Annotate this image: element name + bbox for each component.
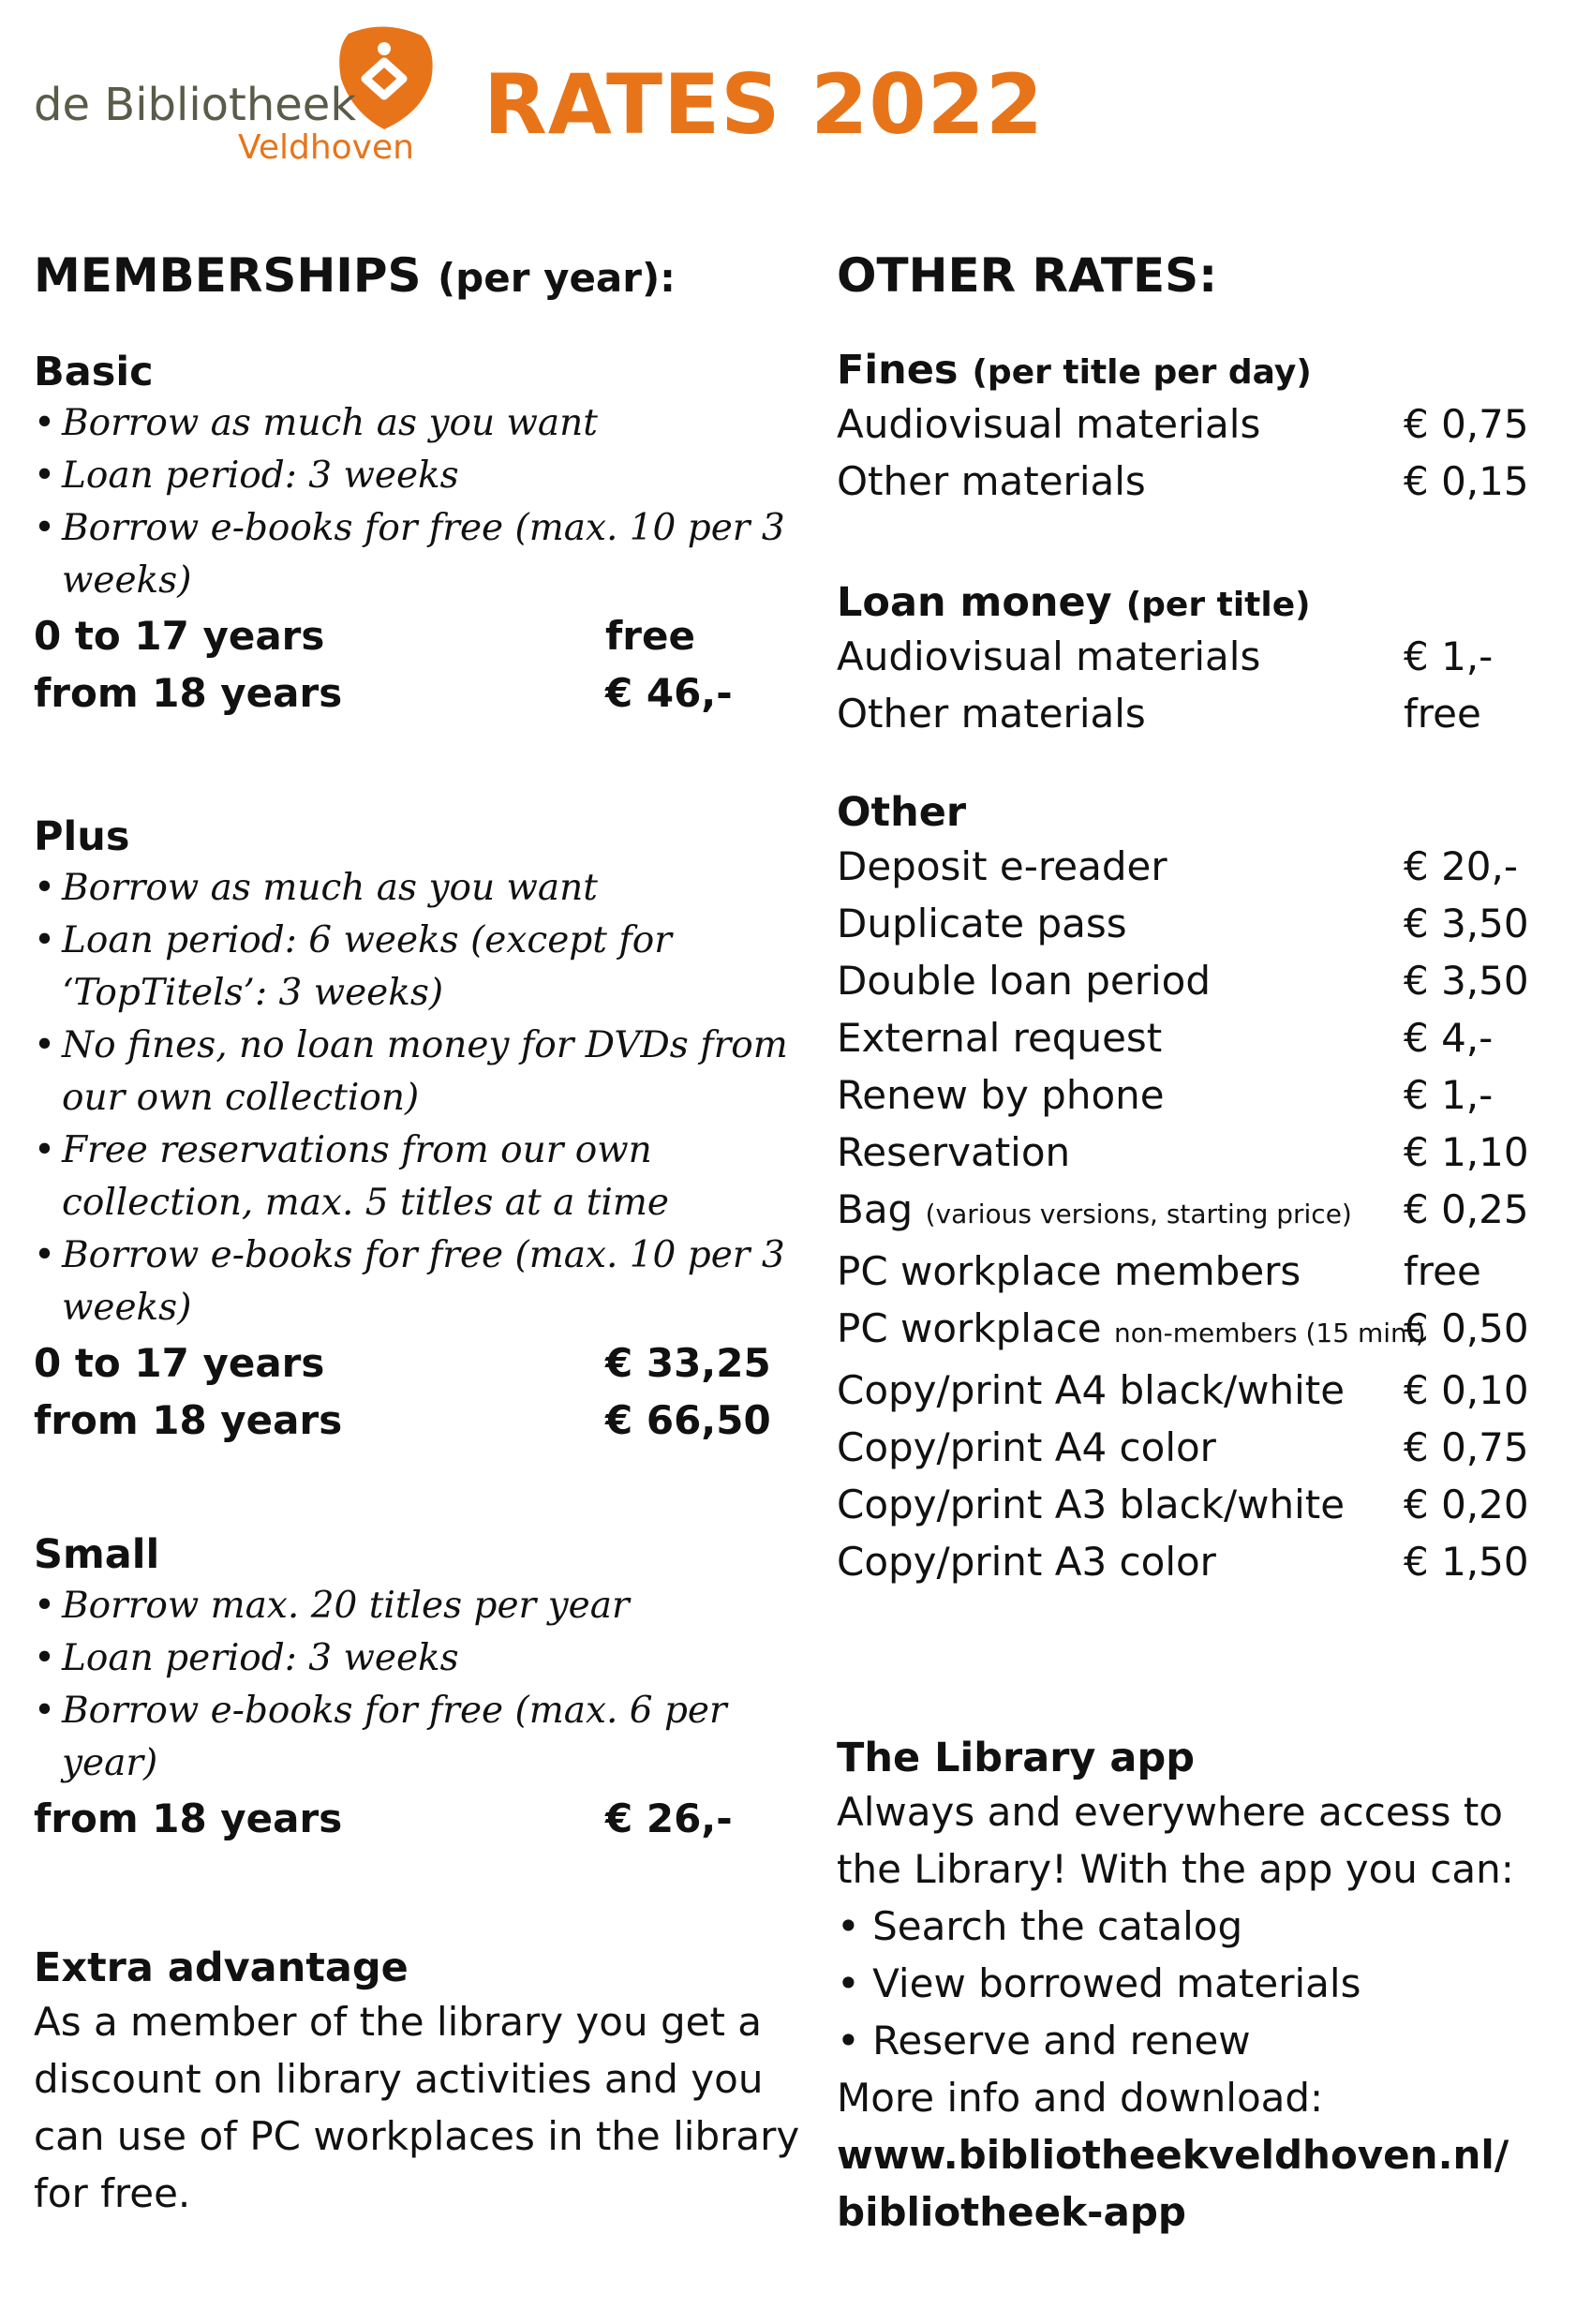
feature-item: • Borrow e-books for free (max. 10 per 3 weeks): [34, 502, 802, 607]
feature-item: • Borrow as much as you want: [34, 862, 802, 915]
other-section: [837, 785, 1549, 1590]
price-row: [34, 1334, 802, 1392]
rate-value: € 0,75: [1404, 1424, 1529, 1470]
rate-row: [837, 628, 1549, 685]
rate-row: [837, 1243, 1549, 1300]
rate-label-text: Duplicate pass: [837, 901, 1127, 946]
feature-item: • Loan period: 6 weeks (except for ‘TopTitels’: 3 weeks): [34, 915, 802, 1020]
library-app-more-info: More info and download:: [837, 2075, 1324, 2121]
library-app-link-line1[interactable]: www.bibliotheekveldhoven.nl/: [837, 2132, 1509, 2178]
rate-row: [837, 1300, 1549, 1362]
app-feature-item: • Search the catalog: [837, 1898, 1549, 1955]
price-value: € 33,25: [605, 1340, 771, 1386]
price-value: € 66,50: [605, 1397, 771, 1443]
loan-money-title: [837, 575, 1549, 628]
rate-row: [837, 1362, 1549, 1419]
rate-label: [837, 1533, 1404, 1590]
loan-money-section: [837, 575, 1549, 742]
extra-advantage-title: Extra advantage: [34, 1944, 409, 1991]
rate-row: [837, 685, 1549, 742]
rate-row: [837, 1009, 1549, 1066]
rate-label: [837, 838, 1404, 895]
rate-value: € 1,50: [1404, 1539, 1529, 1585]
price-value: free: [605, 613, 695, 659]
other-title: Other: [837, 789, 967, 836]
memberships-heading-suffix: (per year):: [437, 255, 676, 301]
rate-label: Audiovisual materials: [837, 401, 1261, 447]
rate-row: [837, 895, 1549, 952]
memberships-heading-text: MEMBERSHIPS: [34, 248, 422, 303]
rate-label: [837, 895, 1404, 952]
rate-value: € 1,-: [1404, 633, 1494, 679]
feature-item: • Borrow e-books for free (max. 10 per 3 weeks): [34, 1229, 802, 1334]
rate-label-text: Copy/print A3 black/white: [837, 1482, 1346, 1527]
fines-subtitle: (per title per day): [972, 353, 1312, 392]
other-rates-column: [837, 242, 1549, 2241]
rate-label: [837, 1243, 1404, 1300]
rate-row: [837, 1476, 1549, 1533]
rate-label-text: Deposit e-reader: [837, 843, 1167, 889]
price-label: from 18 years: [34, 670, 343, 716]
membership-small-title: Small: [34, 1531, 160, 1578]
memberships-column: [34, 242, 802, 2222]
rate-value: € 0,50: [1404, 1305, 1529, 1351]
extra-advantage: [34, 1941, 802, 2222]
membership-small: [34, 1527, 802, 1847]
price-row: [34, 1392, 802, 1449]
rate-label: [837, 1476, 1404, 1533]
rate-label: [837, 1124, 1404, 1181]
rate-value: € 3,50: [1404, 901, 1529, 946]
rate-row: [837, 1419, 1549, 1476]
rate-note: non-members (15 min.): [1114, 1318, 1426, 1348]
rate-label-text: PC workplace members: [837, 1248, 1301, 1294]
feature-item: • Loan period: 3 weeks: [34, 450, 802, 502]
library-logo: [34, 22, 427, 167]
price-value: € 26,-: [605, 1795, 733, 1841]
rate-row: [837, 1181, 1549, 1243]
rate-label: [837, 1419, 1404, 1476]
logo-text: de Bibliotheek: [34, 79, 357, 131]
rate-value: € 0,25: [1404, 1186, 1529, 1232]
membership-plus: [34, 810, 802, 1449]
rate-row: [837, 395, 1549, 453]
rate-label-text: Copy/print A4 black/white: [837, 1367, 1346, 1413]
membership-basic: [34, 345, 802, 722]
rate-row: [837, 838, 1549, 895]
rate-label: Audiovisual materials: [837, 633, 1261, 679]
library-app-title: The Library app: [837, 1735, 1196, 1781]
price-row: [34, 607, 802, 664]
rate-label: [837, 1181, 1404, 1243]
rate-value: € 3,50: [1404, 958, 1529, 1004]
rate-label: [837, 1300, 1426, 1362]
rate-label-text: Bag: [837, 1186, 914, 1232]
library-app-features: [837, 1898, 1549, 2069]
feature-item: • Borrow as much as you want: [34, 397, 802, 450]
feature-item: • Loan period: 3 weeks: [34, 1632, 802, 1685]
library-app-intro: Always and everywhere access to the Library! With the app you can:: [837, 1789, 1514, 1892]
app-feature-item: • Reserve and renew: [837, 2012, 1549, 2069]
price-label: 0 to 17 years: [34, 613, 325, 659]
membership-basic-features: [34, 397, 802, 607]
library-app-section: [837, 1731, 1549, 2241]
rate-value: € 0,10: [1404, 1367, 1529, 1413]
fines-section: [837, 343, 1549, 510]
rate-note: (various versions, starting price): [925, 1199, 1352, 1229]
loan-money-title-text: Loan money: [837, 579, 1112, 626]
rate-label: Other materials: [837, 691, 1146, 737]
app-feature-item: • View borrowed materials: [837, 1955, 1549, 2012]
page-title: RATES 2022: [483, 56, 1045, 153]
rate-label-text: Copy/print A3 color: [837, 1539, 1216, 1585]
feature-item: • Free reservations from our own collection, max. 5 titles at a time: [34, 1125, 802, 1229]
price-row: [34, 664, 802, 722]
rate-row: [837, 1066, 1549, 1124]
rate-row: [837, 952, 1549, 1009]
price-label: from 18 years: [34, 1795, 343, 1841]
rate-label-text: Renew by phone: [837, 1072, 1165, 1118]
rate-label: [837, 1066, 1404, 1124]
rate-label: [837, 952, 1404, 1009]
library-app-link-line2[interactable]: bibliotheek-app: [837, 2189, 1186, 2235]
extra-advantage-text: As a member of the library you get a discount on library activities and you can use of PC workplaces in the library for free.: [34, 1999, 800, 2216]
rate-value: € 0,75: [1404, 401, 1529, 447]
rate-row: [837, 1124, 1549, 1181]
feature-item: • Borrow max. 20 titles per year: [34, 1580, 802, 1632]
membership-basic-title: Basic: [34, 349, 154, 395]
rate-label: [837, 1009, 1404, 1066]
rate-value: € 1,10: [1404, 1129, 1529, 1175]
rate-row: [837, 453, 1549, 510]
rate-label-text: External request: [837, 1015, 1163, 1061]
logo-subtext: Veldhoven: [238, 128, 414, 167]
rate-label-text: Double loan period: [837, 958, 1212, 1004]
feature-item: • Borrow e-books for free (max. 6 per year): [34, 1685, 802, 1790]
feature-item: • No fines, no loan money for DVDs from our own collection): [34, 1020, 802, 1125]
price-label: from 18 years: [34, 1397, 343, 1443]
price-label: 0 to 17 years: [34, 1340, 325, 1386]
membership-small-features: [34, 1580, 802, 1790]
loan-money-subtitle: (per title): [1125, 586, 1311, 624]
rate-value: € 0,20: [1404, 1482, 1529, 1527]
fines-title-text: Fines: [837, 347, 959, 394]
price-value: € 46,-: [605, 670, 733, 716]
rate-value: € 1,-: [1404, 1072, 1494, 1118]
rate-value: free: [1404, 1248, 1481, 1294]
price-row: [34, 1790, 802, 1847]
library-app-link[interactable]: [837, 2126, 1549, 2241]
rate-value: € 20,-: [1404, 843, 1519, 889]
rate-label: [837, 1362, 1404, 1419]
rate-row: [837, 1533, 1549, 1590]
rate-value: free: [1404, 691, 1481, 737]
rate-label-text: Reservation: [837, 1129, 1071, 1175]
rate-label: Other materials: [837, 458, 1146, 504]
fines-title: [837, 343, 1549, 395]
rate-label-text: Copy/print A4 color: [837, 1424, 1216, 1470]
memberships-heading: [34, 242, 802, 317]
membership-plus-features: [34, 862, 802, 1334]
other-rates-heading: OTHER RATES:: [837, 248, 1218, 303]
rate-value: € 4,-: [1404, 1015, 1494, 1061]
rate-value: € 0,15: [1404, 458, 1529, 504]
rate-label-text: PC workplace: [837, 1305, 1102, 1351]
membership-plus-title: Plus: [34, 813, 130, 860]
